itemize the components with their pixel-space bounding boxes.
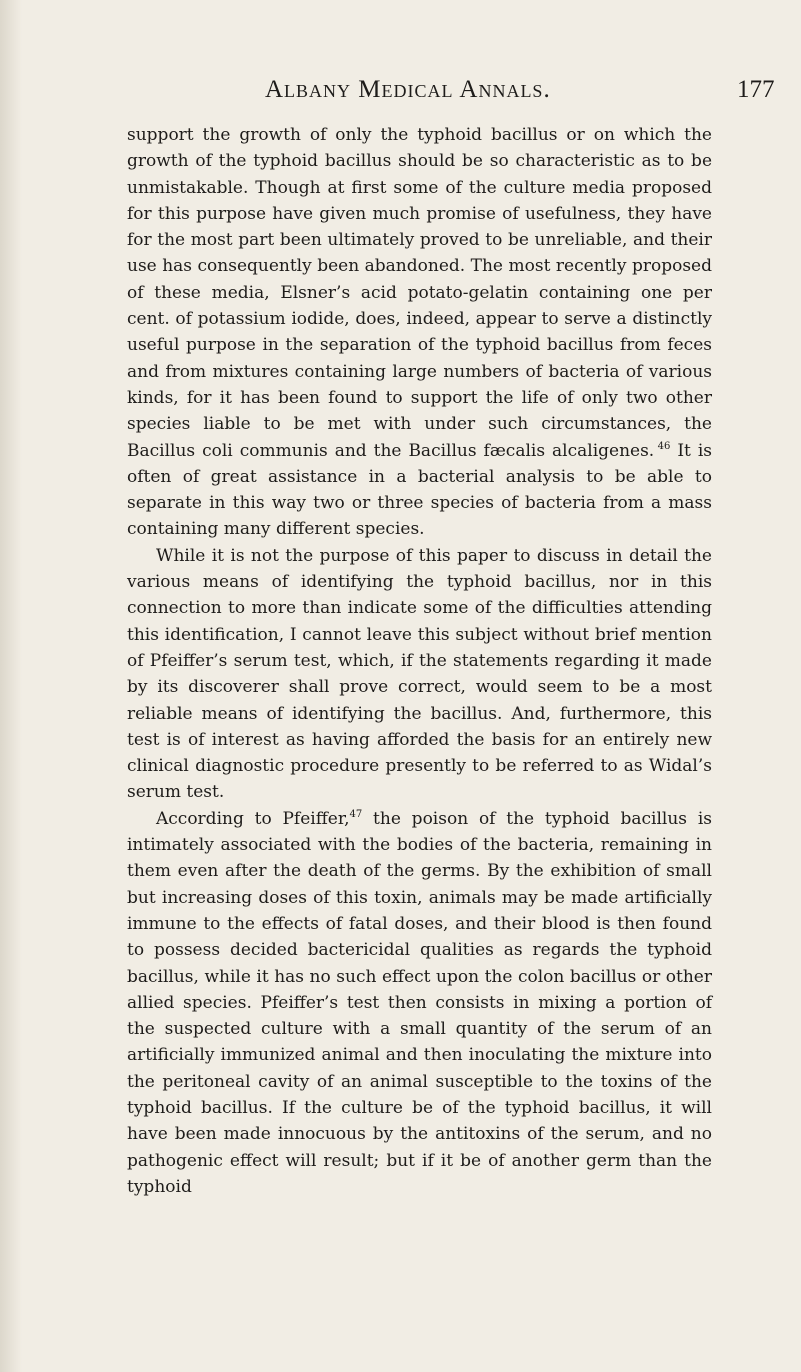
paragraph-culture-media — [127, 122, 712, 543]
paragraph-text: the poison of the typhoid bacillus is intimately associated with the bodies of the bacteria, remaining in them even after the death of the germs. By the exhibition of small but increasing doses of this toxin, animals may be made artificially immune to the effects of fatal doses, and their blood is then found to possess decided bactericidal qualities as regards the typhoid bacillus, while it has no such effect upon the colon bacillus or other allied species. Pfeiffer’s test then consists in mixing a portion of the suspected culture with a small quantity of the serum of an artificially immunized animal and then inoculating the mixture into the peritoneal cavity of an animal susceptible to the toxins of the typhoid bacillus. If the culture be of the typhoid bacillus, it will have been made innocuous by the antitoxins of the serum, and no pathogenic effect will result; but if it be of another germ than the typhoid — [127, 808, 712, 1197]
page-edge-shadow — [0, 0, 22, 1372]
running-title: Albany Medical Annals. — [265, 76, 551, 103]
paragraph-text: It is often of great assistance in a bacterial analysis to be able to separate in this way two or three species of bacteria from a mass containing many different species. — [127, 440, 712, 540]
paragraph-text: support the growth of only the typhoid bacillus or on which the growth of the typhoid bacillus should be so characteristic as to be unmistakable. Though at first some of the culture media proposed for this purpose have given much promise of usefulness, they have for the most part been ultimately proved to be unreliable, and their use has consequently been abandoned. The most recently proposed of these media, Elsner’s acid potato-gelatin containing one per cent. of potassium iodide, does, indeed, appear to serve a distinctly useful purpose in the separation of the typhoid bacillus from feces and from mixtures containing large numbers of bacteria of various kinds, for it has been found to support the life of only two other species liable to be met with under such circumstances, the Bacillus coli communis and the Bacillus fæcalis alcaligenes. — [127, 125, 712, 461]
paragraph-text: According to Pfeiffer, — [156, 808, 350, 829]
body-text — [127, 122, 712, 1200]
paragraph-pfeiffer-procedure — [127, 806, 712, 1200]
paragraph-pfeiffer-serum-test — [127, 543, 712, 806]
footnote-reference: 46 — [657, 440, 671, 452]
footnote-reference: 47 — [349, 808, 363, 820]
running-header — [0, 76, 801, 106]
page-number: 177 — [737, 76, 775, 103]
paragraph-text: While it is not the purpose of this paper to discuss in detail the various means of identifying the typhoid bacillus, nor in this connection to more than indicate some of the difficulties attending this identification, I cannot leave this subject without brief mention of Pfeiffer’s serum test, which, if the statements regarding it made by its discoverer shall prove correct, would seem to be a most reliable means of identifying the bacillus. And, furthermore, this test is of interest as having afforded the basis for an entirely new clinical diagnostic procedure presently to be referred to as Widal’s serum test. — [127, 545, 712, 803]
